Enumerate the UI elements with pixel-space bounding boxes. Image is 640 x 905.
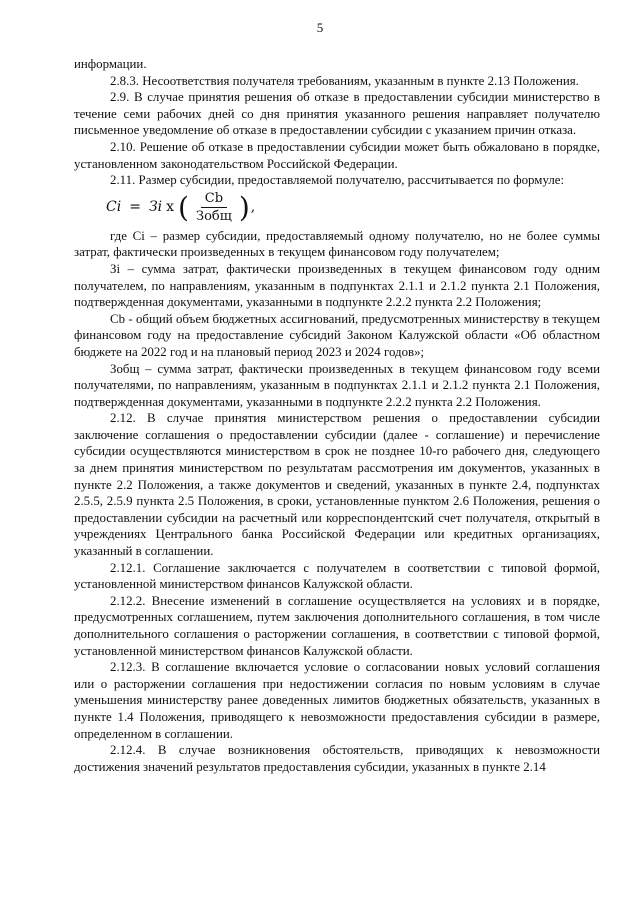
formula-zi: Зi [148,199,163,216]
paragraph-continuation: информации. [74,57,147,71]
formula-times: x [166,199,175,216]
formula-lhs: Ci [106,199,122,216]
formula-numerator: Cb [201,192,227,208]
paragraph-2-12-2: 2.12.2. Внесение изменений в соглашение осуществляется на условиях и в порядке, предусмотренных соглашением, путем заключения дополнительного соглашения, в том числе дополнительного соглашения о расторжении соглашения, в соответствии с типовой формой, установленной министерством финансов Калужской области. [74,593,600,658]
formula-denominator: Зобщ [195,208,232,224]
paragraph-cb-definition: Cb - общий объем бюджетных ассигнований, предусмотренных министерству в текущем финансовом году на предоставление субсидий Законом Калужской области «Об областном бюджете на 2022 год и на плановый период 2023 и 2024 годов»; [74,311,600,359]
paragraph-2-12-3: 2.12.3. В соглашение включается условие о согласовании новых условий соглашения или о расторжении соглашения при недостижении согласия по новым условиям в случае уменьшения министерству ранее доведенных лимитов бюджетных обязательств, указанных в пункте 1.4 Положения, приводящего к невозможности предоставления субсидии в размере, определенном в соглашении. [74,660,600,741]
paragraph-2-10: 2.10. Решение об отказе в предоставлении субсидии может быть обжаловано в порядке, установленном законодательством Российской Федерации. [74,139,600,171]
paragraph-2-12: 2.12. В случае принятия министерством решения о предоставлении субсидии заключение соглашения о предоставлении субсидии (далее - соглашение) и перечисление субсидии осуществляются министерством в срок не позднее 10-го рабочего дня, следующего за днем принятия министерством по результатам рассмотрения им документов, указанных в пункте 2.2 Положения, а также документов и сведений, указанных в пункте 2.4, подпунктах 2.5.5, 2.5.9 пункта 2.5 Положения, в сроки, установленные пунктом 2.6 Положения, решения о предоставлении субсидии на расчетный или корреспондентский счет получателя, открытый в учреждениях Центрального банка Российской Федерации или кредитных организациях, указанный в соглашении. [74,411,600,559]
subsidy-formula [74,190,600,226]
formula-fraction [192,192,236,224]
paragraph-zobsch-definition: Зобщ – сумма затрат, фактически произведенных в текущем финансовом году всеми получателями, по направлениям, указанным в подпунктах 2.1.1 и 2.1.2 пункта 2.1 Положения, подтвержденная документами, указанными в подпункте 2.2.2 пункта 2.2 Положения. [74,361,600,409]
paragraph-2-8-3: 2.8.3. Несоответствия получателя требованиям, указанным в пункте 2.13 Положения. [110,73,579,88]
formula-comma: , [250,199,256,216]
formula-equals: = [129,199,141,216]
document-body [74,56,600,775]
paragraph-zi-definition: Зi – сумма затрат, фактически произведенных в текущем финансовом году одним получателем, по направлениям, указанным в подпунктах 2.1.1 и 2.1.2 пункта 2.1 Положения, подтвержденная документами, указанными в подпункте 2.2.2 пункта 2.2 Положения; [74,261,600,310]
page-number: 5 [316,20,324,35]
paragraph-2-11: 2.11. Размер субсидии, предоставляемой получателю, рассчитывается по формуле: [110,173,565,188]
paragraph-ci-definition: где Сi – размер субсидии, предоставляемый одному получателю, но не более суммы затрат, фактически произведенных в текущем финансовом году получателем; [74,228,600,260]
paragraph-2-12-4: 2.12.4. В случае возникновения обстоятельств, приводящих к невозможности достижения значений результатов предоставления субсидии, указанных в пункте 2.14 [74,743,600,774]
formula-paren-close: ) [238,190,250,224]
formula-paren-open: ( [178,190,189,224]
paragraph-2-9: 2.9. В случае принятия решения об отказе в предоставлении субсидии министерство в течение семи рабочих дней со дня принятия указанного решения направляет получателю письменное уведомление об отказе в предоставлении субсидии с указанием причин отказа. [74,90,600,138]
paragraph-2-12-1: 2.12.1. Соглашение заключается с получателем в соответствии с типовой формой, установленной министерством финансов Калужской области. [74,560,600,592]
